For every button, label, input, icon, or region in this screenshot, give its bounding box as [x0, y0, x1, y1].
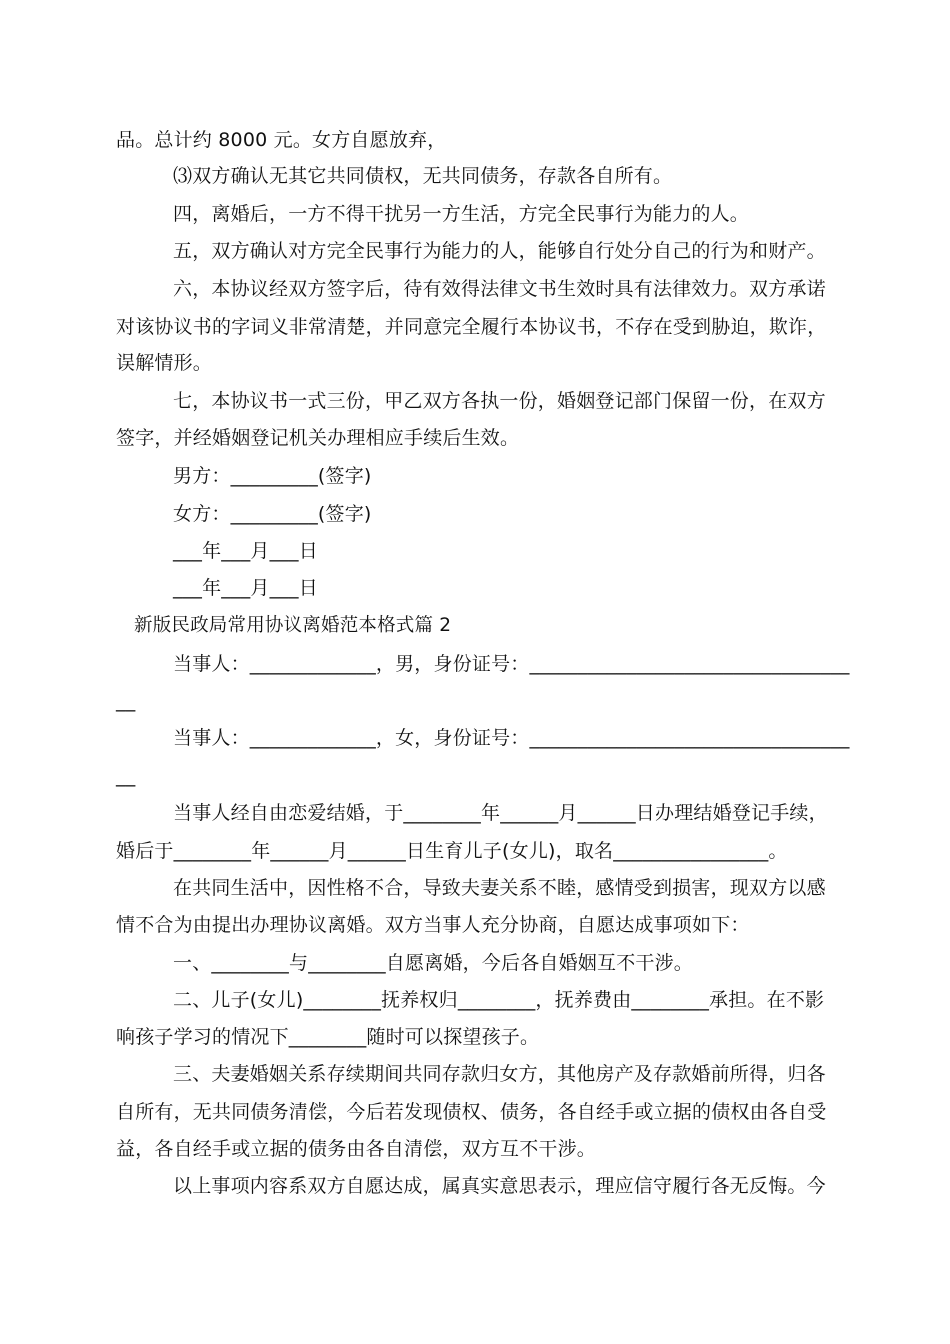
text-line: 当事人：_____________，男，身份证号：_________________________________	[173, 653, 850, 675]
text-line: 益，各自经手或立据的债务由各自清偿，双方互不干涉。	[116, 1138, 597, 1160]
text-line: 六，本协议经双方签字后，待有效得法律文书生效时具有法律效力。双方承诺	[173, 278, 826, 300]
text-line: 品。总计约 8000 元。女方自愿放弃，	[116, 129, 447, 151]
signature-line-female: 女方：_________(签字)	[173, 503, 372, 525]
text-line: 情不合为由提出办理协议离婚。双方当事人充分协商，自愿达成事项如下：	[116, 914, 750, 936]
signature-line-male: 男方：_________(签字)	[173, 465, 372, 487]
text-line: 响孩子学习的情况下________随时可以探望孩子。	[116, 1026, 540, 1048]
text-line: 误解情形。	[116, 352, 213, 374]
section-heading: 新版民政局常用协议离婚范本格式篇 2	[134, 615, 452, 636]
text-line: 七，本协议书一式三份，甲乙双方各执一份，婚姻登记部门保留一份，在双方	[173, 390, 826, 412]
text-line: 三、夫妻婚姻关系存续期间共同存款归女方，其他房产及存款婚前所得，归各	[173, 1063, 826, 1085]
text-line: 在共同生活中，因性格不合，导致夫妻关系不睦，感情受到损害，现双方以感	[173, 877, 826, 899]
text-line: __	[116, 690, 136, 712]
text-line: __	[116, 765, 136, 787]
text-line: 当事人经自由恋爱结婚，于________年______月______日办理结婚登记手续，	[173, 802, 828, 824]
text-line: ⑶双方确认无其它共同债权，无共同债务，存款各自所有。	[173, 165, 673, 187]
text-line: 自所有，无共同债务清偿，今后若发现债权、债务，各自经手或立据的债权由各自受	[116, 1101, 827, 1123]
text-line: 签字，并经婚姻登记机关办理相应手续后生效。	[116, 427, 520, 449]
text-line: 以上事项内容系双方自愿达成，属真实意思表示，理应信守履行各无反悔。今	[173, 1175, 826, 1197]
date-line: ___年___月___日	[173, 577, 318, 599]
text-line: 当事人：_____________，女，身份证号：_________________________________	[173, 727, 850, 749]
text-line: 一、________与________自愿离婚，今后各自婚姻互不干涉。	[173, 952, 694, 974]
text-line: 二、儿子(女儿)________抚养权归________，抚养费由________承担。在不影	[173, 989, 825, 1011]
text-line: 对该协议书的字词义非常清楚，并同意完全履行本协议书，不存在受到胁迫，欺诈，	[116, 316, 827, 338]
date-line: ___年___月___日	[173, 540, 318, 562]
text-line: 五，双方确认对方完全民事行为能力的人，能够自行处分自己的行为和财产。	[173, 240, 826, 262]
text-line: 四，离婚后，一方不得干扰另一方生活，方完全民事行为能力的人。	[173, 203, 750, 225]
text-line: 婚后于________年______月______日生育儿子(女儿)，取名________________。	[116, 840, 788, 862]
